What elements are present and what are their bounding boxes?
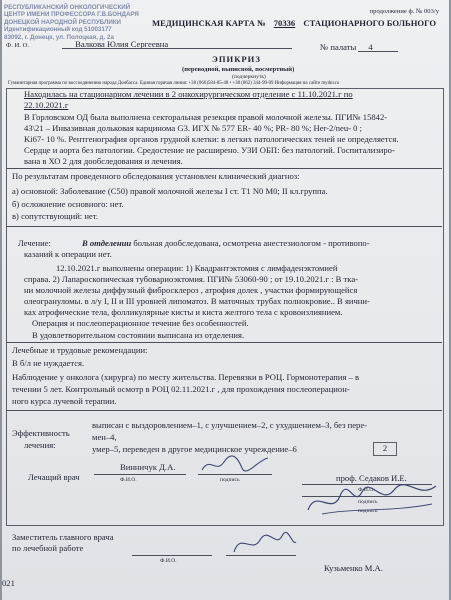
history-line: вана в ХО 2 для дообследования и лечения. xyxy=(24,156,183,166)
deputy-label: по лечебной работе xyxy=(12,543,84,553)
card-title-suffix: СТАЦИОНАРНОГО БОЛЬНОГО xyxy=(303,18,437,28)
divider xyxy=(6,342,442,343)
effectiveness-option: выписан с выздоровлением–1, с улучшением–2, с ухудшением–3, без пере- xyxy=(92,420,367,430)
fio-caption: Ф.И.О. xyxy=(358,487,375,493)
doctor-underline xyxy=(94,474,186,475)
card-title-label: МЕДИЦИНСКАЯ КАРТА № xyxy=(152,18,266,28)
doctor-label: Лечащий врач xyxy=(28,472,80,482)
epicrisis-underline-note: (подчеркнуть) xyxy=(232,74,266,80)
sig-caption: подпись xyxy=(358,508,378,514)
effectiveness-label: лечения: xyxy=(24,440,56,450)
card-title xyxy=(152,18,436,29)
deputy-name: Кузьменко М.А. xyxy=(324,563,383,573)
head-signature-icon xyxy=(302,478,442,518)
history-line: 43\21 – Инвазивная дольковая карцинома G3. ИГХ № 577 ER- 40 %; PR- 80 %; Her-2/neu- 0 ; xyxy=(24,123,362,133)
divider xyxy=(6,168,442,169)
diagnosis-complication: б) осложнение основного: нет. xyxy=(12,199,124,209)
recommendation-line: течении 5 лет. Контрольный осмотр в РОЦ 02.11.2021.г , для прохождения послеоперацион- xyxy=(12,384,350,394)
ward-number: 4 xyxy=(368,42,373,52)
clinic-stamp xyxy=(4,4,154,72)
diagnosis-main: а) основной: Заболевание (С50) правой молочной железы I ст. Т1 N0 M0; II кл.группа. xyxy=(12,186,328,196)
year-fragment: 021 xyxy=(2,578,15,588)
head-name: проф. Седаков И.Е. xyxy=(336,473,407,483)
ward-underline xyxy=(358,51,398,52)
effectiveness-value-box: 2 xyxy=(373,442,397,456)
diagnosis-intro: По результатам проведенного обследования установлен клинический диагноз: xyxy=(12,171,300,181)
patient-underline xyxy=(62,48,292,49)
treatment-line: олеогрануломы. в л/у I, II и III уровней липоматоз. В маточных трубах полнокровие.. В яични- xyxy=(24,296,370,306)
ward-label: № палаты xyxy=(320,42,357,52)
treatment-label: Лечение: xyxy=(18,238,51,248)
treatment-line: Операция и послеоперационное течение без особенностей. xyxy=(32,318,249,328)
treatment-line: 12.10.2021.г выполнены операции: 1) Квадрантэктомия с лимфаденэктомией xyxy=(56,263,338,273)
patient-name: Валкова Юлия Сергеевна xyxy=(75,39,169,49)
stamp-line: ДОНЕЦКОЙ НАРОДНОЙ РЕСПУБЛИКИ xyxy=(4,18,121,26)
form-number: продолжение ф. № 003/у xyxy=(369,8,439,15)
stamp-line: РЕСПУБЛИКАНСКИЙ ОНКОЛОГИЧЕСКИЙ xyxy=(4,4,131,11)
treatment-line: казаний к операции нет. xyxy=(24,249,112,259)
history-line: Сердце и аорта без патологии. Средостение не расширено. УЗИ ОБП: без патологий. Госпитализиро- xyxy=(24,145,395,155)
epicrisis-title: ЭПИКРИЗ xyxy=(212,54,261,64)
doctor-name: Винничук Д.А. xyxy=(120,462,176,472)
epicrisis-subtitle: (переводной, выписной, посмертный) xyxy=(182,66,295,73)
effectiveness-option: мен–4, xyxy=(92,432,117,442)
divider xyxy=(6,410,442,411)
treatment-line: ни молочной железы диффузный фибросклероз , атрофия долек , участки формирующейся xyxy=(24,285,358,295)
doctor-signature-icon xyxy=(198,452,272,476)
effectiveness-label: Эффективность xyxy=(12,428,70,438)
stamp-line: ЦЕНТР ИМЕНИ ПРОФЕССОРА Г.В.БОНДАРЯ xyxy=(4,11,139,19)
recommendation-line: ного курса лучевой терапии. xyxy=(12,396,117,406)
history-line: Ki67- 10 %. Рентгенография органов грудной клетки: в легких патологических теней не определяется. xyxy=(24,134,399,144)
fio-caption: Ф.И.О. xyxy=(160,558,177,564)
divider xyxy=(6,226,442,227)
treatment-line: справа. 2) Лапароскопическая тубовариоэктомия. ПГИ№ 53060-90 ; от 19.10.2021.г : В тка- xyxy=(24,274,359,284)
program-line: Гуманитарная программа по воссоединению народа Донбасса. Единая горячая линия: +38 (066)584-85-48 • +38 (062) 344-99-09 Информация на сайте mydnr.ru xyxy=(8,81,340,86)
diagnosis-concomitant: в) сопутствующий: нет. xyxy=(12,211,99,221)
recommendation-line: Наблюдение у онколога (хирурга) по месту жительства. Перевязки в РОЦ. Гормонотерапия – в xyxy=(12,372,360,382)
stamp-line: 83092, г. Донецк, ул. Полоцкая, д. 2а xyxy=(4,33,114,41)
deputy-fio-line xyxy=(132,555,212,556)
patient-prefix: Ф. И. О. xyxy=(6,42,29,49)
recommendation-line: В б/л не нуждается. xyxy=(12,358,85,368)
card-number: 70336 xyxy=(273,18,296,28)
stay-line-2: 22.10.2021.г xyxy=(24,100,69,110)
treatment-line: В отделении больная дообследована, осмотрена анестезиологом - противопо- xyxy=(82,238,370,248)
deputy-signature-icon xyxy=(230,528,300,558)
document-page xyxy=(2,0,449,600)
sig-caption: подпись xyxy=(358,499,378,505)
sig-caption: подпись xyxy=(220,477,240,483)
treatment-line: ках атрофические тела, фолликулярные кисты и киста желтого тела с кровоизлиянием. xyxy=(24,307,343,317)
fio-caption: Ф.И.О. xyxy=(120,477,137,483)
effectiveness-option: умер–5, переведен в другое медицинское учреждение–6 xyxy=(92,444,297,454)
deputy-label: Заместитель главного врача xyxy=(12,532,114,542)
stamp-line: Идентификационный код 51003177 xyxy=(4,26,112,34)
stay-line-1: Находилась на стационарном лечении в 2 онкохирургическом отделение с 11.10.2021.г по xyxy=(24,89,353,99)
history-line: В Горловском ОД была выполнена секторальная резекция правой молочной железы. ПГИ№ 15842- xyxy=(24,112,388,122)
recommendations-label: Лечебные и трудовые рекомендации: xyxy=(12,345,148,355)
treatment-line: В удовлетворительном состоянии выписана из отделения. xyxy=(32,330,245,340)
